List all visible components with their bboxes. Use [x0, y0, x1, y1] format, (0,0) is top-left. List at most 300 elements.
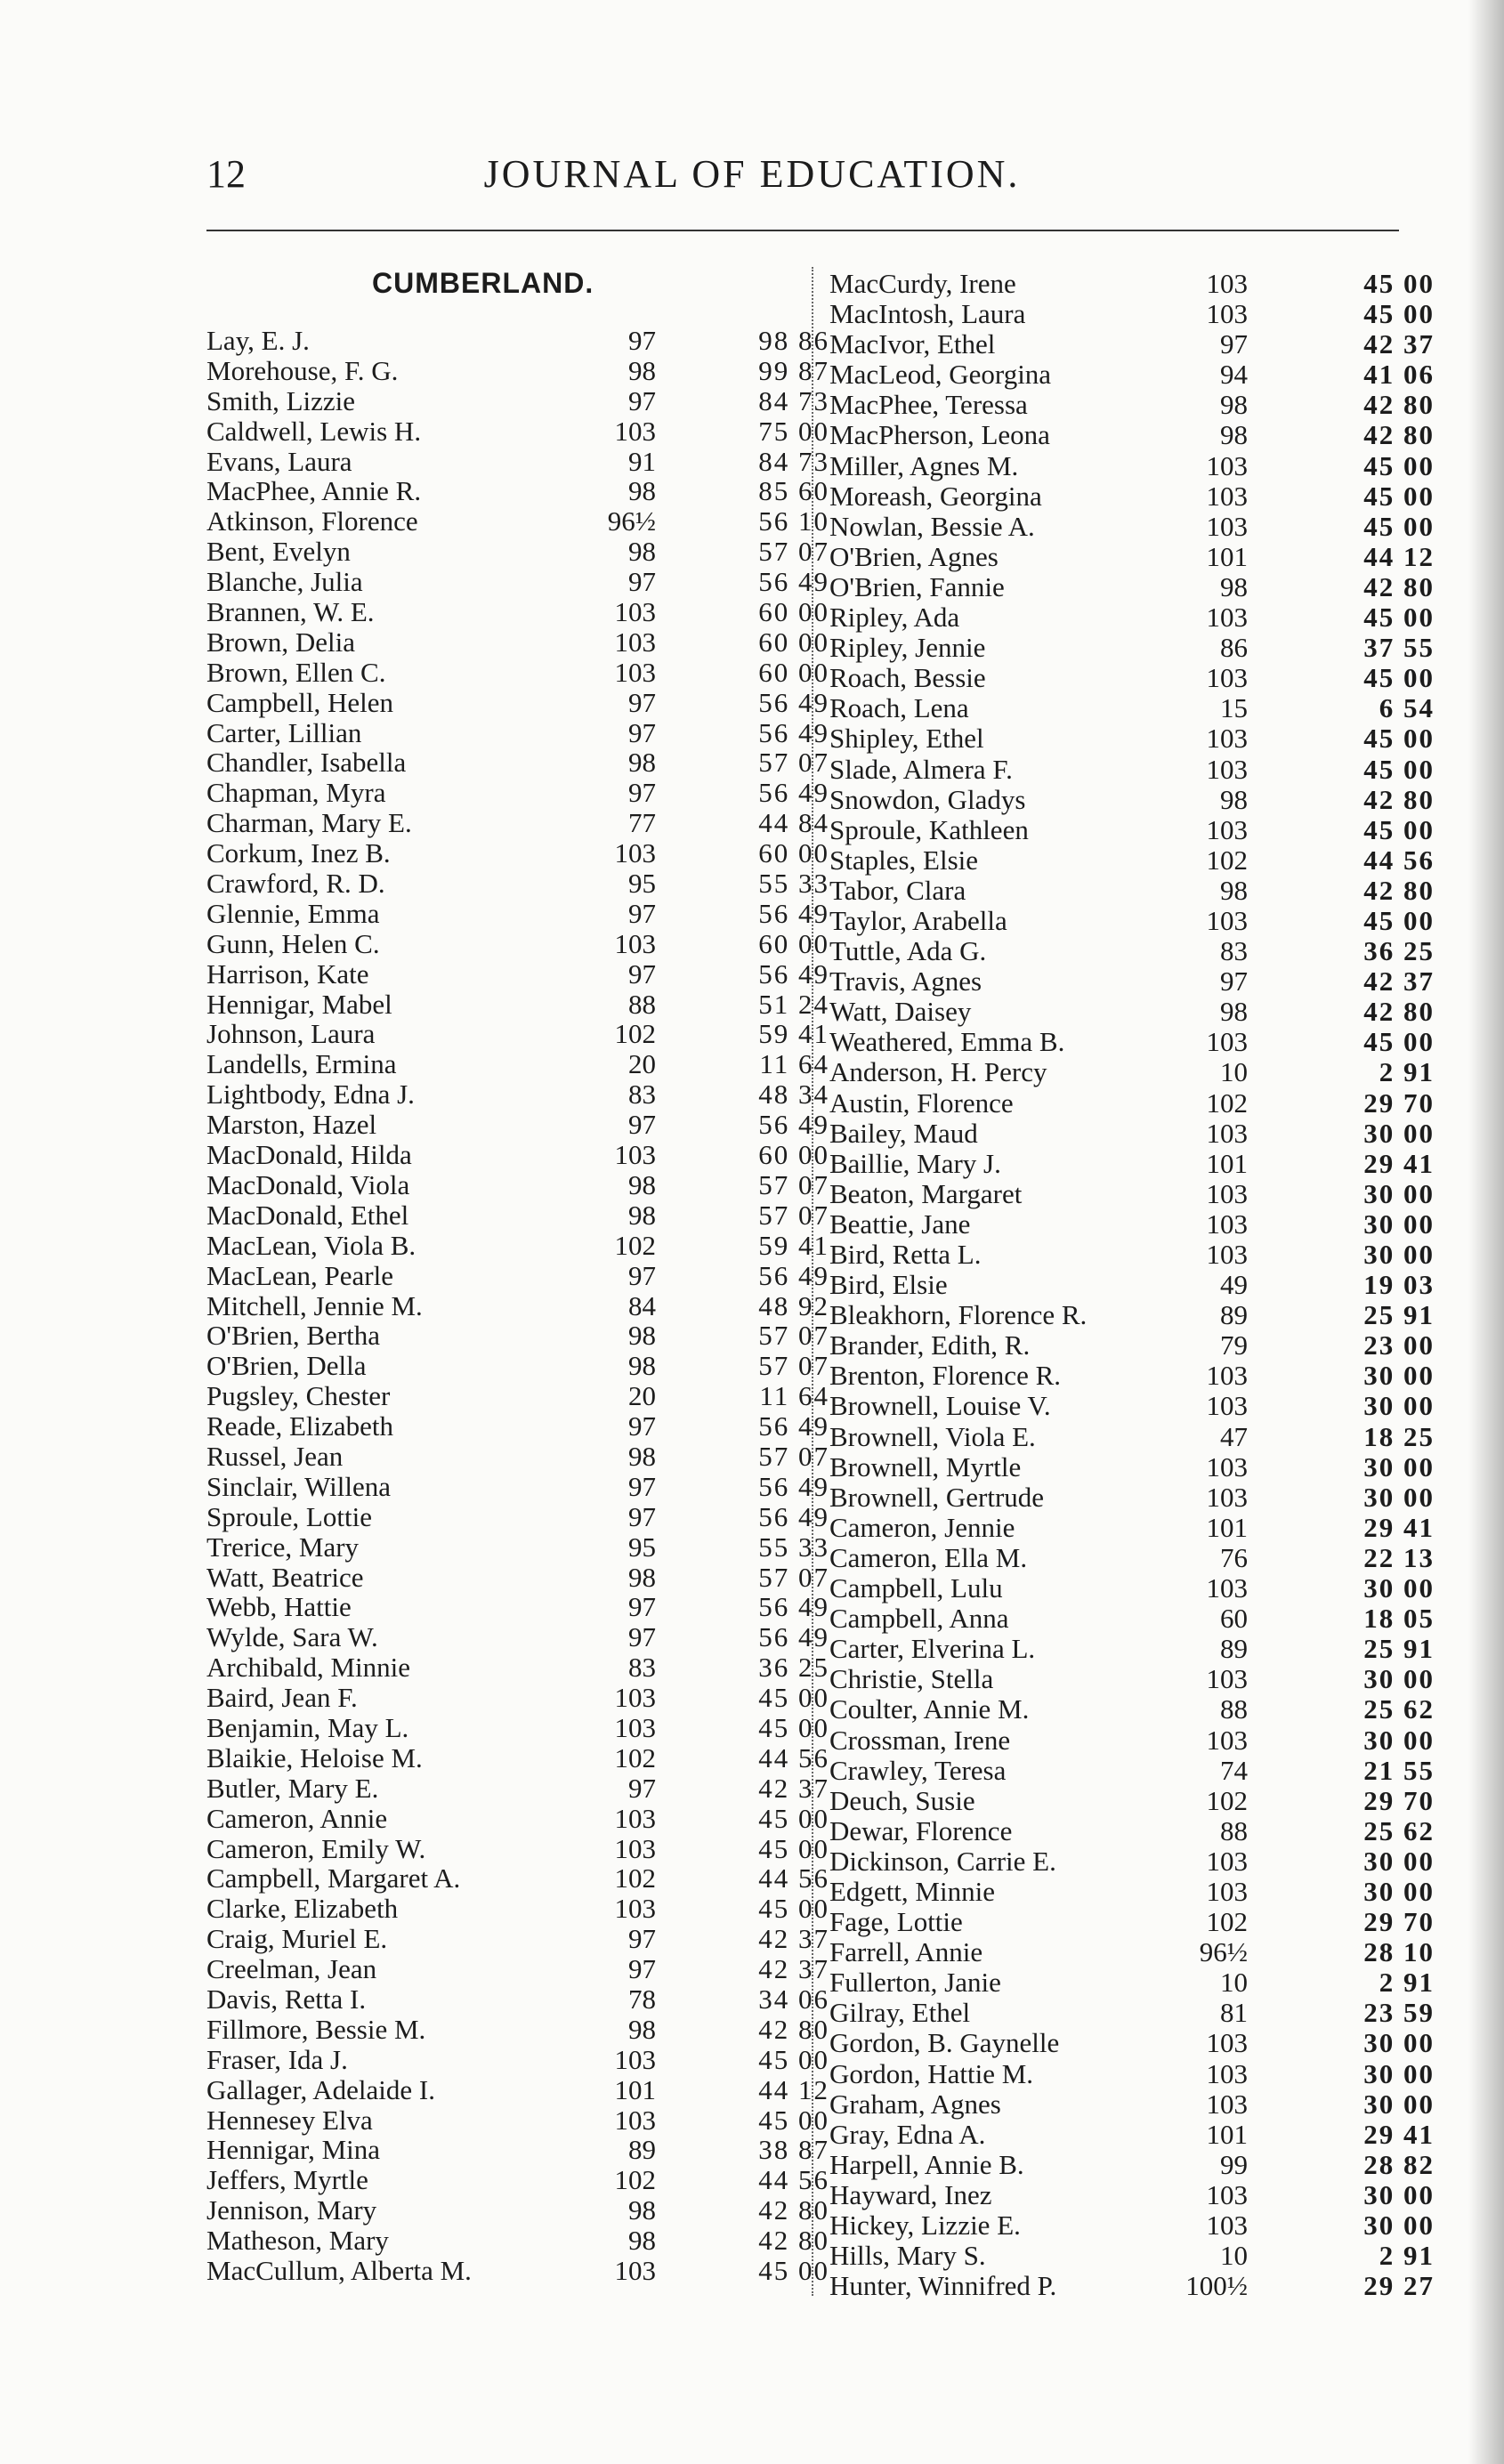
entry-name: Brownell, Myrtle: [829, 1450, 1022, 1482]
entry-mark: 95: [628, 868, 656, 900]
entry-mark: 103: [1206, 2027, 1248, 2059]
entry-name: Glennie, Emma: [206, 897, 380, 929]
entry-amount: 25 91: [1363, 1299, 1435, 1331]
entry-name: Gilray, Ethel: [829, 1997, 971, 2029]
entry-amount: 99 87: [758, 354, 829, 386]
entry-mark: 89: [1220, 1299, 1248, 1331]
entry-name: Mitchell, Jennie M.: [206, 1289, 423, 1321]
entry-name: Bird, Retta L.: [829, 1239, 982, 1270]
entry-mark: 98: [628, 2194, 656, 2226]
entry-name: MacIvor, Ethel: [829, 328, 996, 360]
entry-amount: 57 07: [758, 747, 829, 779]
entry-name: Morehouse, F. G.: [206, 354, 399, 386]
entry-name: MacCurdy, Irene: [829, 268, 1016, 299]
entry-amount: 85 60: [758, 475, 829, 507]
entry-mark: 103: [1206, 268, 1248, 299]
entry-name: MacCullum, Alberta M.: [206, 2255, 472, 2286]
entry-amount: 45 00: [1363, 753, 1435, 785]
entry-mark: 102: [1206, 1087, 1248, 1119]
entry-name: Sproule, Kathleen: [829, 813, 1029, 845]
entry-mark: 103: [614, 1893, 656, 1925]
entry-amount: 56 49: [758, 1591, 829, 1623]
journal-title: JOURNAL OF EDUCATION.: [483, 152, 1021, 196]
entry-mark: 103: [1206, 449, 1248, 481]
entry-name: MacPhee, Annie R.: [206, 475, 422, 507]
entry-mark: 97: [628, 384, 656, 416]
entry-mark: 103: [1206, 1450, 1248, 1482]
entry-amount: 56 49: [758, 686, 829, 718]
entry-amount: 45 00: [758, 1711, 829, 1743]
entry-mark: 103: [1206, 753, 1248, 785]
entry-name: MacIntosh, Laura: [829, 298, 1026, 330]
page-number: 12: [206, 152, 246, 196]
entry-mark: 97: [628, 777, 656, 809]
entry-mark: 76: [1220, 1541, 1248, 1573]
entry-mark: 98: [628, 1440, 656, 1472]
entry-amount: 41 06: [1363, 359, 1435, 391]
entry-mark: 97: [628, 1500, 656, 1532]
entry-mark: 97: [1220, 965, 1248, 998]
entry-mark: 88: [628, 988, 656, 1020]
entry-amount: 48 92: [758, 1289, 829, 1321]
entry-mark: 101: [1206, 540, 1248, 572]
entry-amount: 30 00: [1363, 1572, 1435, 1604]
entry-mark: 95: [628, 1531, 656, 1563]
entry-name: Watt, Daisey: [829, 996, 972, 1028]
entry-amount: 60 00: [758, 656, 829, 688]
header-rule: [206, 230, 1399, 231]
entry-mark: 94: [1220, 359, 1248, 391]
entry-name: Graham, Agnes: [829, 2088, 1001, 2120]
entry-amount: 42 80: [1363, 874, 1435, 906]
entry-amount: 42 80: [758, 2013, 829, 2045]
entry-mark: 103: [1206, 1481, 1248, 1513]
entry-amount: 2 91: [1379, 1056, 1435, 1088]
entry-mark: 20: [628, 1380, 656, 1412]
entry-name: MacDonald, Ethel: [206, 1199, 409, 1231]
entry-name: Brownell, Louise V.: [829, 1390, 1051, 1422]
entry-amount: 56 49: [758, 1500, 829, 1532]
entry-mark: 103: [1206, 1572, 1248, 1604]
entry-mark: 98: [628, 1199, 656, 1231]
entry-mark: 100½: [1185, 2270, 1248, 2302]
entry-amount: 11 64: [759, 1380, 829, 1412]
entry-name: Evans, Laura: [206, 445, 352, 477]
entry-mark: 103: [1206, 2088, 1248, 2120]
entry-amount: 56 49: [758, 1621, 829, 1653]
entry-amount: 30 00: [1363, 1663, 1435, 1695]
entry-amount: 45 00: [1363, 662, 1435, 694]
entry-amount: 60 00: [758, 927, 829, 959]
entry-name: Gray, Edna A.: [829, 2118, 986, 2150]
entry-name: Trerice, Mary: [206, 1531, 360, 1563]
entry-mark: 98: [628, 536, 656, 568]
entry-mark: 97: [1220, 328, 1248, 360]
entry-name: Tuttle, Ada G.: [829, 935, 987, 967]
entry-name: Corkum, Inez B.: [206, 837, 391, 869]
entry-amount: 56 10: [758, 505, 829, 537]
entry-amount: 98 86: [758, 325, 829, 356]
entry-name: Nowlan, Bessie A.: [829, 510, 1035, 542]
entry-amount: 45 00: [758, 1802, 829, 1834]
entry-mark: 88: [1220, 1814, 1248, 1846]
entry-name: Chandler, Isabella: [206, 747, 407, 779]
entry-amount: 18 05: [1363, 1603, 1435, 1635]
entry-name: Carter, Elverina L.: [829, 1633, 1036, 1665]
entry-name: Baird, Jean F.: [206, 1682, 358, 1714]
entry-amount: 57 07: [758, 1199, 829, 1231]
entry-name: Benjamin, May L.: [206, 1711, 409, 1743]
entry-name: Hills, Mary S.: [829, 2240, 986, 2272]
entry-name: Tabor, Clara: [829, 874, 966, 906]
entry-name: Gordon, B. Gaynelle: [829, 2027, 1060, 2059]
entry-amount: 29 70: [1363, 1906, 1435, 1938]
entry-amount: 45 00: [1363, 602, 1435, 634]
entry-amount: 45 00: [1363, 813, 1435, 845]
entry-mark: 103: [614, 626, 656, 658]
entry-name: Staples, Elsie: [829, 844, 979, 876]
entry-mark: 101: [614, 2073, 656, 2105]
entry-amount: 56 49: [758, 1259, 829, 1291]
entry-amount: 48 34: [758, 1079, 829, 1111]
entry-mark: 98: [1220, 874, 1248, 906]
entry-amount: 30 00: [1363, 2057, 1435, 2089]
entry-name: Fraser, Ida J.: [206, 2043, 348, 2075]
entry-name: Dewar, Florence: [829, 1814, 1013, 1846]
entry-amount: 30 00: [1363, 1845, 1435, 1877]
entry-amount: 56 49: [758, 1410, 829, 1442]
entry-mark: 103: [614, 1139, 656, 1171]
entry-mark: 102: [614, 2164, 656, 2196]
entry-name: Fullerton, Janie: [829, 1967, 1001, 1999]
entry-mark: 101: [1206, 1511, 1248, 1543]
entry-name: Watt, Beatrice: [206, 1561, 364, 1593]
entry-name: Travis, Agnes: [829, 965, 982, 998]
entry-amount: 45 00: [758, 1893, 829, 1925]
entry-mark: 103: [1206, 1875, 1248, 1907]
entry-name: Bailey, Maud: [829, 1117, 978, 1149]
entry-mark: 15: [1220, 692, 1248, 724]
entry-mark: 103: [1206, 1177, 1248, 1209]
entry-mark: 10: [1220, 1056, 1248, 1088]
entry-name: MacPherson, Leona: [829, 419, 1050, 451]
entry-amount: 84 73: [758, 445, 829, 477]
entry-mark: 84: [628, 1289, 656, 1321]
entry-mark: 97: [628, 1470, 656, 1502]
entry-mark: 10: [1220, 1967, 1248, 1999]
entry-amount: 30 00: [1363, 1177, 1435, 1209]
entry-name: Atkinson, Florence: [206, 505, 418, 537]
entry-name: Hunter, Winnifred P.: [829, 2270, 1057, 2302]
entry-name: Hennigar, Mabel: [206, 988, 392, 1020]
entry-name: O'Brien, Fannie: [829, 570, 1005, 602]
entry-name: MacLean, Viola B.: [206, 1229, 416, 1261]
entry-name: Bird, Elsie: [829, 1269, 948, 1301]
entry-mark: 97: [628, 1923, 656, 1955]
entry-mark: 103: [1206, 662, 1248, 694]
entry-amount: 42 37: [758, 1772, 829, 1804]
entry-amount: 45 00: [758, 2255, 829, 2286]
entry-mark: 103: [1206, 480, 1248, 512]
entry-amount: 29 41: [1363, 1147, 1435, 1179]
entry-mark: 103: [1206, 1360, 1248, 1392]
entry-mark: 89: [628, 2134, 656, 2166]
entry-amount: 57 07: [758, 1320, 829, 1352]
entry-mark: 103: [614, 1832, 656, 1864]
entry-amount: 45 00: [1363, 298, 1435, 330]
entry-amount: 25 91: [1363, 1633, 1435, 1665]
entry-amount: 45 00: [1363, 904, 1435, 936]
entry-amount: 30 00: [1363, 1239, 1435, 1270]
entry-name: Weathered, Emma B.: [829, 1026, 1065, 1058]
entry-name: Archibald, Minnie: [206, 1652, 411, 1684]
entry-amount: 44 56: [758, 2164, 829, 2196]
entry-amount: 44 84: [758, 807, 829, 839]
entry-name: MacDonald, Viola: [206, 1168, 410, 1200]
entry-mark: 83: [628, 1652, 656, 1684]
entry-amount: 30 00: [1363, 1360, 1435, 1392]
entry-mark: 103: [614, 596, 656, 628]
entry-amount: 56 49: [758, 566, 829, 598]
entry-name: O'Brien, Bertha: [206, 1320, 380, 1352]
entry-name: Sinclair, Willena: [206, 1470, 391, 1502]
entry-mark: 103: [614, 1682, 656, 1714]
entry-mark: 98: [628, 475, 656, 507]
entry-name: Lightbody, Edna J.: [206, 1079, 415, 1111]
entry-amount: 30 00: [1363, 1875, 1435, 1907]
entry-mark: 103: [1206, 2057, 1248, 2089]
entry-mark: 98: [1220, 419, 1248, 451]
entry-amount: 56 49: [758, 897, 829, 929]
entry-name: Taylor, Arabella: [829, 904, 1007, 936]
entry-mark: 103: [1206, 602, 1248, 634]
entry-name: Blaikie, Heloise M.: [206, 1741, 423, 1773]
entry-mark: 79: [1220, 1329, 1248, 1361]
entry-amount: 56 49: [758, 1470, 829, 1502]
entry-name: Baillie, Mary J.: [829, 1147, 1001, 1179]
entry-amount: 45 00: [758, 1832, 829, 1864]
entry-mark: 102: [614, 1018, 656, 1050]
entry-mark: 86: [1220, 632, 1248, 664]
entry-amount: 30 00: [1363, 1724, 1435, 1756]
entry-mark: 103: [614, 837, 656, 869]
entry-mark: 98: [628, 747, 656, 779]
entry-mark: 60: [1220, 1603, 1248, 1635]
entry-amount: 36 25: [1363, 935, 1435, 967]
entry-name: Miller, Agnes M.: [829, 449, 1019, 481]
entry-amount: 45 00: [1363, 449, 1435, 481]
entry-amount: 29 27: [1363, 2270, 1435, 2302]
entry-name: Snowdon, Gladys: [829, 783, 1026, 815]
entry-name: Carter, Lillian: [206, 716, 362, 748]
entry-mark: 81: [1220, 1997, 1248, 2029]
entry-name: Craig, Muriel E.: [206, 1923, 388, 1955]
entry-mark: 103: [1206, 1117, 1248, 1149]
entry-amount: 42 80: [758, 2194, 829, 2226]
entry-mark: 103: [614, 1802, 656, 1834]
entry-amount: 42 80: [1363, 570, 1435, 602]
entry-amount: 57 07: [758, 1168, 829, 1200]
entry-amount: 23 00: [1363, 1329, 1435, 1361]
entry-mark: 97: [628, 1591, 656, 1623]
entry-mark: 103: [1206, 813, 1248, 845]
entry-amount: 60 00: [758, 1139, 829, 1171]
entry-name: Brown, Delia: [206, 626, 356, 658]
entry-name: Blanche, Julia: [206, 566, 363, 598]
entry-amount: 44 12: [1363, 540, 1435, 572]
entry-amount: 2 91: [1379, 2240, 1435, 2272]
entry-amount: 21 55: [1363, 1754, 1435, 1786]
entry-name: Hennigar, Mina: [206, 2134, 381, 2166]
entry-name: Jennison, Mary: [206, 2194, 377, 2226]
entry-amount: 44 56: [758, 1862, 829, 1894]
entry-amount: 25 62: [1363, 1814, 1435, 1846]
entry-name: Chapman, Myra: [206, 777, 386, 809]
entry-amount: 42 80: [758, 2225, 829, 2257]
entry-name: Brannen, W. E.: [206, 596, 375, 628]
entry-name: Christie, Stella: [829, 1663, 994, 1695]
entry-mark: 49: [1220, 1269, 1248, 1301]
entry-mark: 83: [628, 1079, 656, 1111]
entry-amount: 42 37: [1363, 328, 1435, 360]
entry-mark: 78: [628, 1983, 656, 2015]
entry-name: Gallager, Adelaide I.: [206, 2073, 435, 2105]
entry-mark: 98: [628, 1320, 656, 1352]
entry-mark: 103: [614, 2043, 656, 2075]
page-edge-shadow: [1468, 0, 1504, 2464]
entry-amount: 84 73: [758, 384, 829, 416]
entry-mark: 98: [628, 2225, 656, 2257]
entry-mark: 97: [628, 1772, 656, 1804]
entry-amount: 75 00: [758, 415, 829, 447]
entry-name: O'Brien, Agnes: [829, 540, 999, 572]
entry-name: Cameron, Ella M.: [829, 1541, 1028, 1573]
entry-name: Clarke, Elizabeth: [206, 1893, 399, 1925]
entry-mark: 97: [628, 957, 656, 990]
entry-mark: 102: [614, 1862, 656, 1894]
entry-mark: 97: [628, 1621, 656, 1653]
entry-mark: 102: [1206, 844, 1248, 876]
entry-mark: 101: [1206, 1147, 1248, 1179]
entry-name: Reade, Elizabeth: [206, 1410, 394, 1442]
entry-amount: 51 24: [758, 988, 829, 1020]
entry-mark: 102: [614, 1229, 656, 1261]
entry-name: Landells, Ermina: [206, 1048, 397, 1080]
entry-name: Cameron, Jennie: [829, 1511, 1015, 1543]
entry-mark: 96½: [607, 505, 656, 537]
entry-mark: 103: [1206, 904, 1248, 936]
entry-mark: 98: [628, 1561, 656, 1593]
entry-name: Farrell, Annie: [829, 1936, 983, 1968]
entry-amount: 56 49: [758, 1109, 829, 1141]
entry-amount: 30 00: [1363, 1117, 1435, 1149]
entry-name: Hayward, Inez: [829, 2178, 992, 2210]
entry-amount: 57 07: [758, 1440, 829, 1472]
entry-name: Harrison, Kate: [206, 957, 369, 990]
entry-amount: 60 00: [758, 837, 829, 869]
entry-mark: 10: [1220, 2240, 1248, 2272]
entry-amount: 30 00: [1363, 1390, 1435, 1422]
entry-amount: 30 00: [1363, 2088, 1435, 2120]
entry-mark: 91: [628, 445, 656, 477]
entry-mark: 102: [1206, 1784, 1248, 1816]
entry-amount: 30 00: [1363, 1208, 1435, 1240]
entry-name: Coulter, Annie M.: [829, 1693, 1030, 1725]
entry-mark: 99: [1220, 2148, 1248, 2180]
entry-amount: 56 49: [758, 957, 829, 990]
entry-amount: 28 10: [1363, 1936, 1435, 1968]
entry-name: Ripley, Jennie: [829, 632, 986, 664]
entry-mark: 83: [1220, 935, 1248, 967]
entry-amount: 30 00: [1363, 1450, 1435, 1482]
entry-amount: 38 87: [758, 2134, 829, 2166]
entry-name: Moreash, Georgina: [829, 480, 1042, 512]
entry-name: Brenton, Florence R.: [829, 1360, 1062, 1392]
entry-amount: 57 07: [758, 1350, 829, 1382]
entry-amount: 42 80: [1363, 389, 1435, 421]
entry-name: MacLeod, Georgina: [829, 359, 1052, 391]
entry-name: Austin, Florence: [829, 1087, 1014, 1119]
entry-name: Lay, E. J.: [206, 325, 310, 356]
entry-mark: 103: [614, 656, 656, 688]
entry-name: Creelman, Jean: [206, 1953, 377, 1985]
entry-mark: 103: [1206, 1208, 1248, 1240]
entry-name: Butler, Mary E.: [206, 1772, 379, 1804]
entry-amount: 42 80: [1363, 783, 1435, 815]
entry-amount: 56 49: [758, 716, 829, 748]
entry-amount: 19 03: [1363, 1269, 1435, 1301]
entry-amount: 42 80: [1363, 996, 1435, 1028]
entry-name: Slade, Almera F.: [829, 753, 1013, 785]
entry-name: Davis, Retta I.: [206, 1983, 367, 2015]
entry-name: Fillmore, Bessie M.: [206, 2013, 426, 2045]
entry-amount: 30 00: [1363, 2210, 1435, 2241]
entry-name: Marston, Hazel: [206, 1109, 377, 1141]
entry-mark: 97: [628, 897, 656, 929]
entry-name: Crawford, R. D.: [206, 868, 385, 900]
entry-name: Johnson, Laura: [206, 1018, 376, 1050]
entry-name: Brownell, Gertrude: [829, 1481, 1045, 1513]
entry-name: Crossman, Irene: [829, 1724, 1011, 1756]
entry-mark: 98: [628, 2013, 656, 2045]
entry-amount: 55 33: [758, 1531, 829, 1563]
entry-amount: 42 37: [758, 1923, 829, 1955]
entry-mark: 20: [628, 1048, 656, 1080]
entry-amount: 59 41: [758, 1229, 829, 1261]
entry-amount: 42 80: [1363, 419, 1435, 451]
entry-amount: 29 41: [1363, 1511, 1435, 1543]
entry-amount: 28 82: [1363, 2148, 1435, 2180]
entry-mark: 103: [1206, 1390, 1248, 1422]
entry-mark: 103: [1206, 2178, 1248, 2210]
entry-amount: 45 00: [758, 2043, 829, 2075]
entry-mark: 98: [1220, 996, 1248, 1028]
entry-name: MacDonald, Hilda: [206, 1139, 412, 1171]
entry-name: Beaton, Margaret: [829, 1177, 1023, 1209]
entry-amount: 45 00: [1363, 1026, 1435, 1058]
entry-name: Shipley, Ethel: [829, 723, 984, 755]
entry-mark: 97: [628, 566, 656, 598]
entry-amount: 44 12: [758, 2073, 829, 2105]
entry-mark: 97: [628, 716, 656, 748]
entry-amount: 42 37: [758, 1953, 829, 1985]
entry-name: Dickinson, Carrie E.: [829, 1845, 1056, 1877]
entry-name: Bleakhorn, Florence R.: [829, 1299, 1088, 1331]
entry-name: Deuch, Susie: [829, 1784, 975, 1816]
page-header: [0, 151, 1504, 214]
entry-mark: 98: [1220, 570, 1248, 602]
entry-name: Webb, Hattie: [206, 1591, 352, 1623]
